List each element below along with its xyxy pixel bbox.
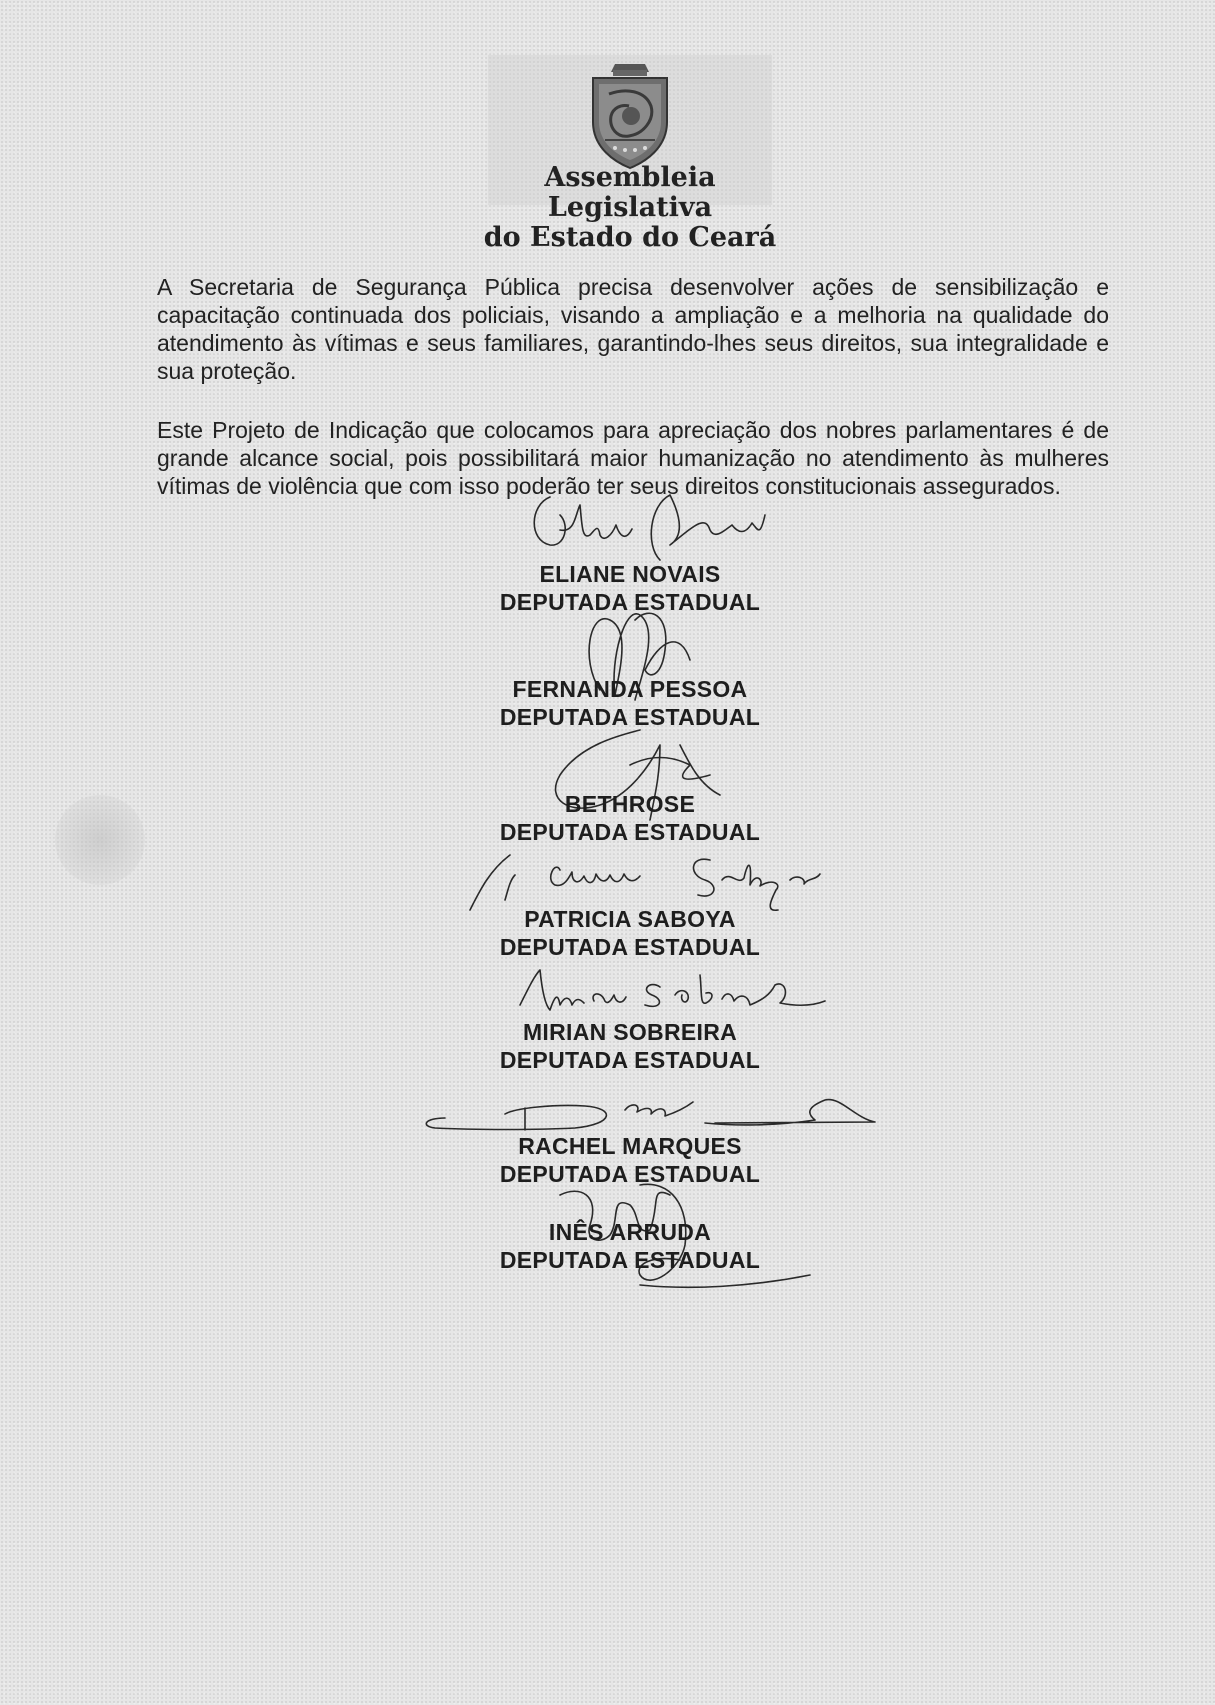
- institution-name: [470, 163, 790, 253]
- signatory-name: ELIANE NOVAIS: [539, 561, 721, 587]
- signatory-title: DEPUTADA ESTADUAL: [499, 1161, 761, 1187]
- signatory-name: BETHROSE: [564, 791, 696, 817]
- signatory-block: [400, 675, 860, 731]
- paragraph-1: A Secretaria de Segurança Pública precisa desenvolver ações de sensibilização e capacitação continuada dos policiais, visando a ampliação e a melhoria na qualidade do atendimento às vítimas e seus familiares, garantindo-lhes seus direitos, sua integralidade e sua proteção.: [157, 274, 1109, 384]
- signatory-block: [400, 905, 860, 961]
- signatory-title: DEPUTADA ESTADUAL: [499, 704, 761, 730]
- signatory-title: DEPUTADA ESTADUAL: [499, 819, 761, 845]
- signatory-title: DEPUTADA ESTADUAL: [499, 589, 761, 615]
- signature-mirian-sobreira: [500, 965, 830, 1025]
- signatory-name: MIRIAN SOBREIRA: [522, 1019, 738, 1045]
- ceara-coat-of-arms-icon: [585, 60, 675, 170]
- signatory-name: RACHEL MARQUES: [518, 1133, 742, 1159]
- scan-smudge: [55, 795, 145, 885]
- signatory-title: DEPUTADA ESTADUAL: [499, 1047, 761, 1073]
- signatory-title: DEPUTADA ESTADUAL: [499, 1247, 761, 1273]
- signatory-name: INÊS ARRUDA: [548, 1219, 712, 1245]
- signatory-block: [400, 1218, 860, 1274]
- letterhead: [470, 55, 790, 253]
- institution-line-2: do Estado do Ceará: [483, 222, 777, 253]
- signatory-block: [400, 790, 860, 846]
- signatory-name: PATRICIA SABOYA: [524, 906, 736, 932]
- paragraph-2: Este Projeto de Indicação que colocamos para apreciação dos nobres parlamentares é de grande alcance social, pois possibilitará maior humanização no atendimento às mulheres vítimas de violência que com isso poderão ter seus direitos constitucionais assegurados.: [157, 417, 1109, 499]
- signature-eliane-novais: [520, 485, 780, 565]
- institution-line-1: Assembleia Legislativa: [544, 162, 716, 223]
- signatory-block: [400, 1018, 860, 1074]
- signatory-name: FERNANDA PESSOA: [512, 676, 748, 702]
- signatory-title: DEPUTADA ESTADUAL: [499, 934, 761, 960]
